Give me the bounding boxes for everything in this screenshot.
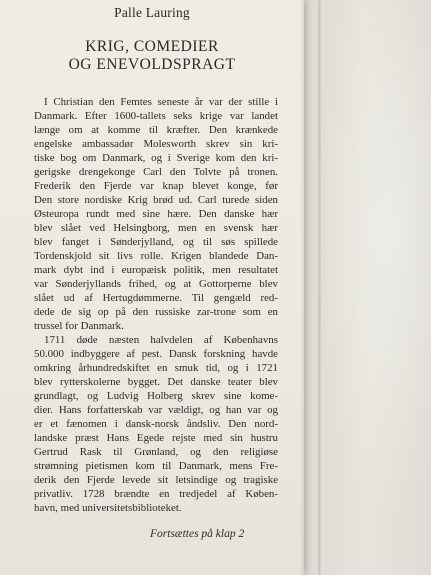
text-line: blev slået ved Helsingborg, men en svensk hær <box>34 222 278 234</box>
book-title <box>0 38 304 74</box>
text-line: 1711 døde næsten halvdelen af Københavns <box>44 334 278 346</box>
blurb-text <box>34 95 278 515</box>
text-line: længe om at komme til kræfter. Den krænkede <box>34 124 278 136</box>
continued-note: Fortsættes på klap 2 <box>150 528 245 540</box>
text-line: Gertrud Rask til Grønland, og den religiøse <box>34 446 278 458</box>
page-fold-shadow <box>300 0 304 575</box>
text-line: engelske ambassadør Molesworth skrev sin kri- <box>34 138 278 150</box>
jacket-edge-shadow <box>318 0 321 575</box>
text-line: blev fanget i Sønderjylland, og til søs spillede <box>34 236 278 248</box>
text-line: strømning pietismen kom til Danmark, mens Fre- <box>34 460 278 472</box>
text-line: var Sønderjyllands frihed, og at Gottorperne blev <box>34 278 278 290</box>
text-line: landske præst Hans Egede rejste med sin hustru <box>34 432 278 444</box>
text-line: derik den Fjerde levede sit letsindige og tragiske <box>34 474 278 486</box>
text-line: havn, med universitetsbiblioteket. <box>34 502 182 514</box>
author-name: Palle Lauring <box>114 5 190 20</box>
blurb-paragraph <box>34 95 278 333</box>
text-line: blev rytterskolerne bygget. Det danske teater blev <box>34 376 278 388</box>
text-line: Østeuropa rundt med sine hære. Den danske hær <box>34 208 278 220</box>
text-line: I Christian den Femtes seneste år var der stille i <box>44 96 278 108</box>
text-line: mark dybt ind i europæisk politik, men resultatet <box>34 264 278 276</box>
text-line: dier. Hans forfatterskab var vældigt, og han var og <box>34 404 278 416</box>
blurb-paragraph <box>34 333 278 515</box>
book-title-line: KRIG, COMEDIER <box>85 38 219 55</box>
text-line: trussel for Danmark. <box>34 320 124 332</box>
text-line: dede de sig op på den russiske zar-trone som en <box>34 306 278 318</box>
text-line: privatliv. 1728 brændte en tredjedel af Køben- <box>34 488 278 500</box>
text-line: gerigske drengekonge Carl den Tolvte på tronen. <box>34 166 278 178</box>
book-title-line: OG ENEVOLDSPRAGT <box>68 56 236 73</box>
text-line: er et fænomen i dansk-norsk åndsliv. Den nord- <box>34 418 278 430</box>
text-line: Danmark. Efter 1600-tallets seks krige var landet <box>34 110 278 122</box>
text-line: Den store nordiske Krig brød ud. Carl turede siden <box>34 194 278 206</box>
text-line: omkring århundredskiftet en smuk tid, og i 1721 <box>34 362 278 374</box>
text-line: grundlagt, og Ludvig Holberg skrev sine kome- <box>34 390 278 402</box>
text-line: Frederik den Fjerde var knap blevet konge, før <box>34 180 278 192</box>
text-line: 50.000 indbyggere af pest. Dansk forskning havde <box>34 348 278 360</box>
text-line: Tordenskjold sit livs rolle. Krigen blandede Dan- <box>34 250 278 262</box>
text-line: slået ud af Hertugdømmerne. Til gengæld red- <box>34 292 278 304</box>
text-line: tiske bog om Danmark, og i Sverige kom den kri- <box>34 152 278 164</box>
